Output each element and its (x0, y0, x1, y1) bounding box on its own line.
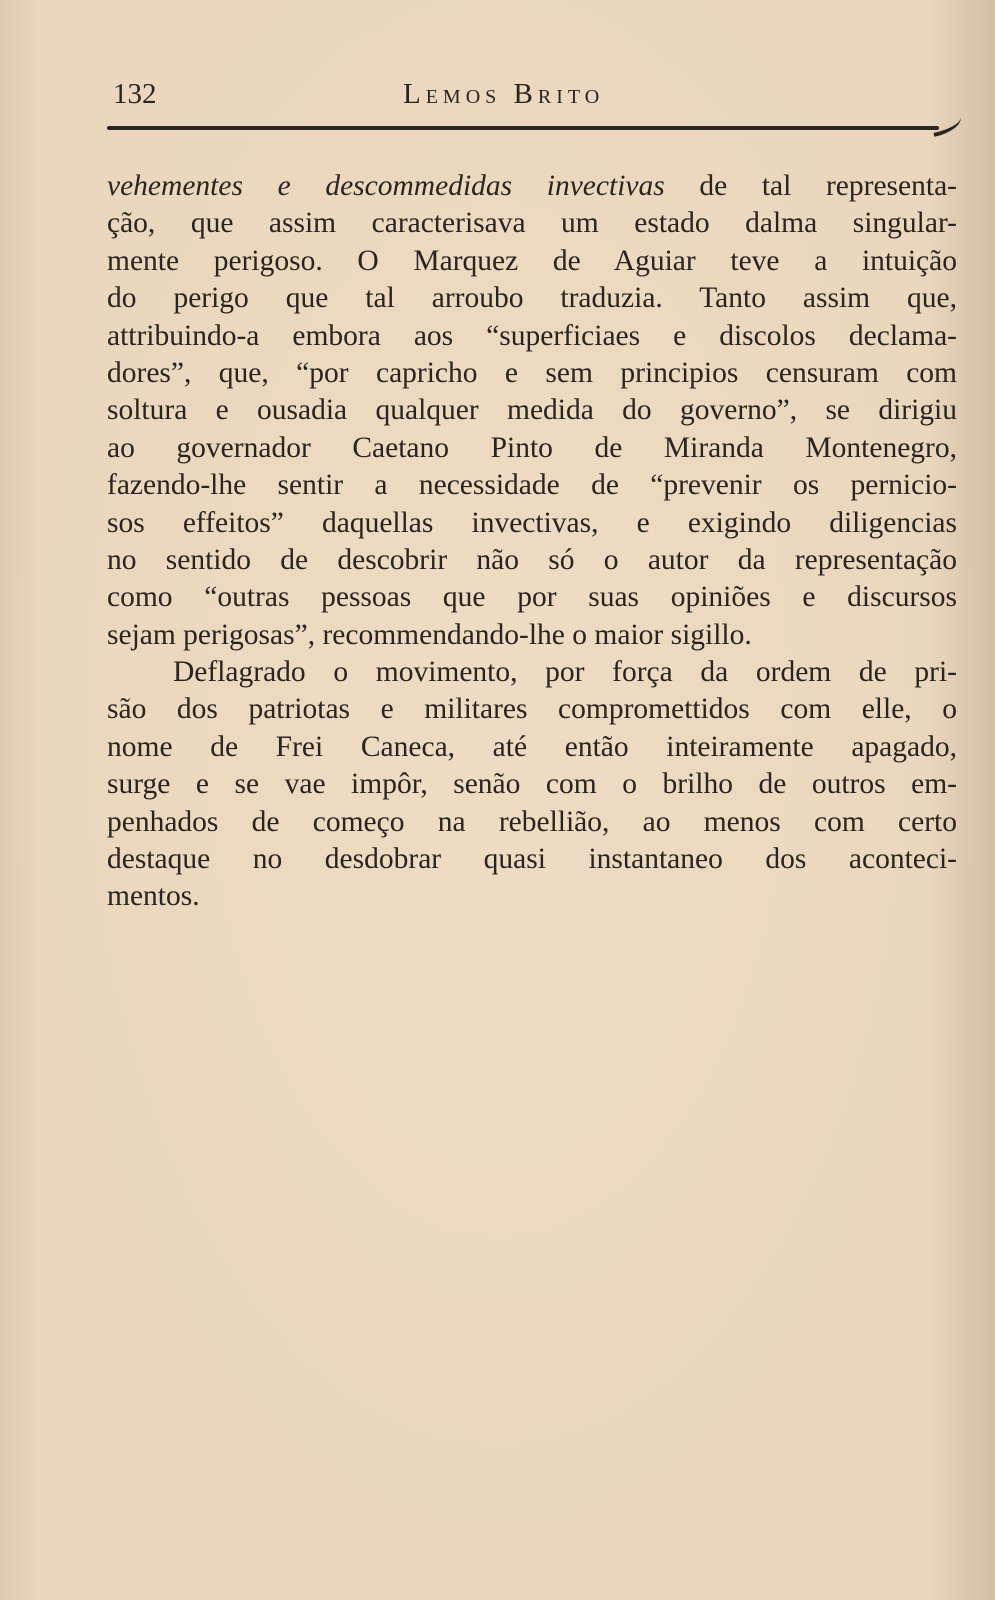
text-line: como “outras pessoas que por suas opiniões e discursos (107, 581, 957, 614)
text-line: são dos patriotas e militares compromettidos com elle, o (107, 693, 957, 726)
body-text (107, 168, 957, 916)
line-text: de tal representa- (664, 170, 957, 202)
running-head (113, 78, 963, 118)
text-line: destaque no desdobrar quasi instantaneo dos aconteci- (107, 843, 957, 876)
text-line: mente perigoso. O Marquez de Aguiar teve a intuição (107, 244, 957, 277)
page-number: 132 (113, 78, 157, 110)
text-line: no sentido de descobrir não só o autor da representação (107, 543, 957, 576)
text-line: dores”, que, “por capricho e sem principios censuram com (107, 356, 957, 389)
text-line: attribuindo-a embora aos “superficiaes e discolos declama- (107, 319, 957, 352)
text-line: mentos. (107, 880, 200, 913)
text-line: penhados de começo na rebellião, ao menos com certo (107, 805, 957, 838)
header-rule (107, 126, 939, 130)
text-line: ao governador Caetano Pinto de Miranda Montenegro, (107, 431, 957, 464)
text-line: soltura e ousadia qualquer medida do governo”, se dirigiu (107, 394, 957, 427)
italic-phrase: vehementes e descommedidas invectivas (107, 170, 665, 202)
paragraph-1 (107, 168, 957, 654)
text-line: Deflagrado o movimento, por força da ordem de pri- (173, 656, 957, 689)
text-line: surge e se vae impôr, senão com o brilho de outros em- (107, 768, 957, 801)
text-line: sos effeitos” daquellas invectivas, e exigindo diligencias (107, 506, 957, 539)
text-line (107, 168, 957, 205)
text-line: nome de Frei Caneca, até então inteiramente apagado, (107, 730, 957, 763)
text-line: fazendo-lhe sentir a necessidade de “prevenir os pernicio- (107, 469, 957, 502)
running-title: Lemos Brito (403, 78, 605, 110)
paragraph-2 (107, 654, 957, 916)
text-line: sejam perigosas”, recommendando-lhe o maior sigillo. (107, 618, 752, 651)
text-line: ção, que assim caracterisava um estado dalma singular- (107, 207, 957, 240)
text-line: do perigo que tal arroubo traduzia. Tanto assim que, (107, 282, 957, 315)
